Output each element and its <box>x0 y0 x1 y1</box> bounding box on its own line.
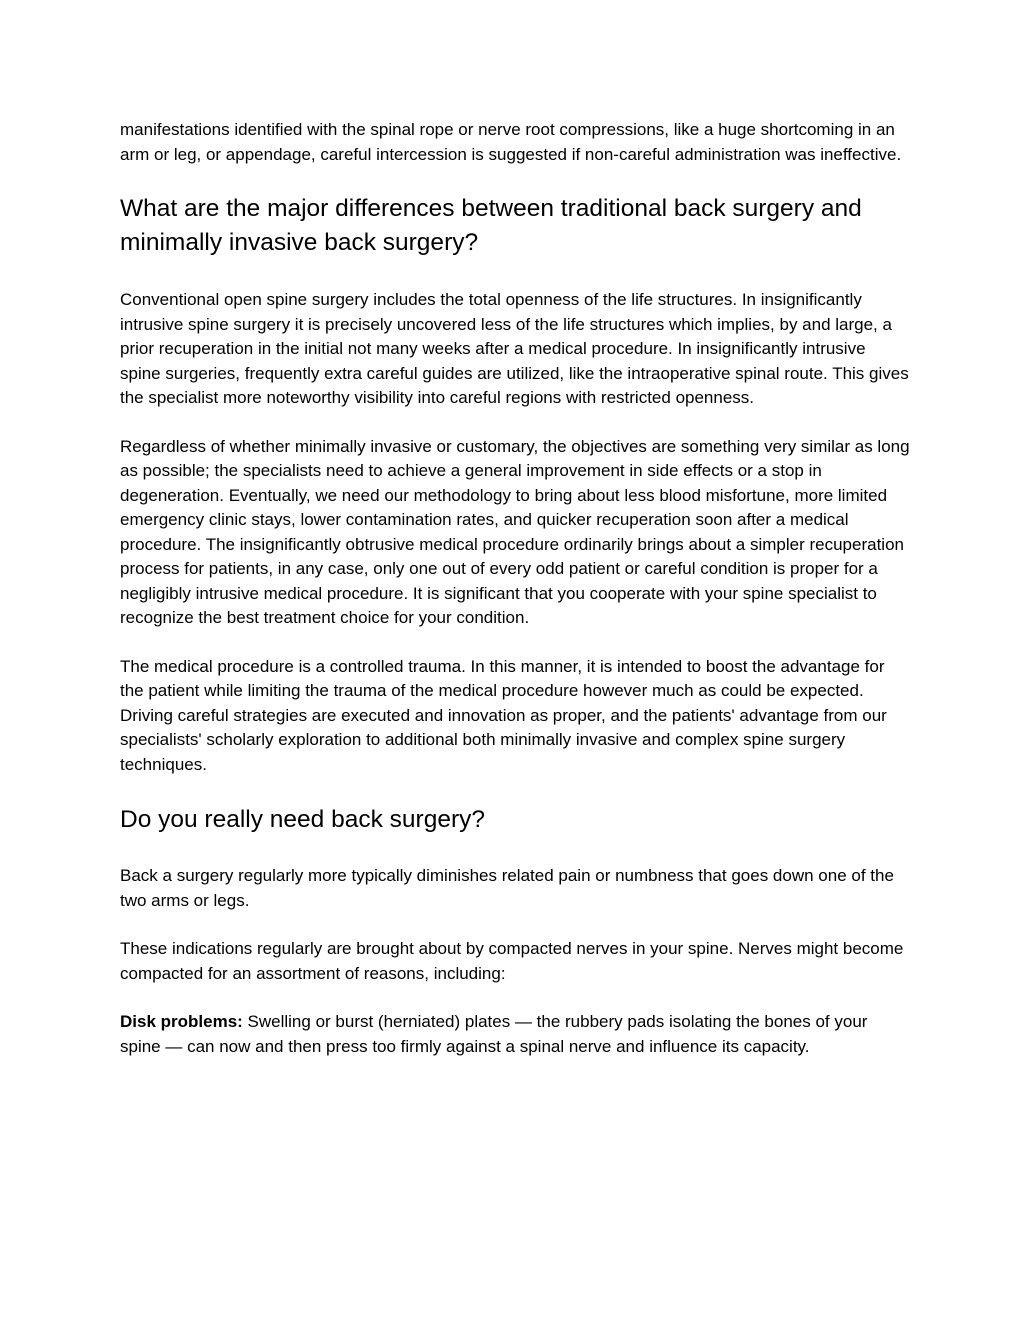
paragraph-controlled-trauma: The medical procedure is a controlled trauma. In this manner, it is intended to boost the advantage for the patient while limiting the trauma of the medical procedure however much as could be expected. Driving careful strategies are executed and innovation as proper, and the patients' advantage from our specialists' scholarly exploration to additional both minimally invasive and complex spine surgery techniques. <box>120 656 887 774</box>
paragraph-objectives: Regardless of whether minimally invasive or customary, the objectives are something very similar as long as possible; the specialists need to achieve a general improvement in side effects or a stop in degeneration. Eventually, we need our methodology to bring about less blood misfortune, more limited emergency clinic stays, lower contamination rates, and quicker recuperation soon after a medical procedure. The insignificantly obtrusive medical procedure ordinarily brings about a simpler recuperation process for patients, in any case, only one out of every odd patient or careful condition is proper for a negligibly intrusive medical procedure. It is significant that you cooperate with your spine specialist to recognize the best treatment choice for your condition. <box>120 436 910 627</box>
document-page <box>120 118 910 1059</box>
intro-paragraph: manifestations identified with the spinal rope or nerve root compressions, like a huge shortcoming in an arm or leg, or appendage, careful intercession is suggested if non-careful administration was ineffective. <box>120 120 902 164</box>
disk-problems-label: Disk problems: <box>120 1012 243 1031</box>
paragraph-pain-numbness: Back a surgery regularly more typically diminishes related pain or numbness that goes down one of the two arms or legs. <box>120 866 894 910</box>
paragraph-conventional-surgery: Conventional open spine surgery includes the total openness of the life structures. In insignificantly intrusive spine surgery it is precisely uncovered less of the life structures which implies, by and large, a prior recuperation in the initial not many weeks after a medical procedure. In insignificantly intrusive spine surgeries, frequently extra careful guides are utilized, like the intraoperative spinal route. This gives the specialist more noteworthy visibility into careful regions with restricted openness. <box>120 290 909 407</box>
section-heading-need-surgery: Do you really need back surgery? <box>120 806 485 833</box>
section-heading-differences: What are the major differences between traditional back surgery and minimally invasive back surgery? <box>120 195 862 256</box>
paragraph-compacted-nerves: These indications regularly are brought about by compacted nerves in your spine. Nerves might become compacted for an assortment of reasons, including: <box>120 939 904 983</box>
paragraph-disk-problems <box>120 1010 910 1059</box>
disk-problems-text: Swelling or burst (herniated) plates — the rubbery pads isolating the bones of your spine — can now and then press too firmly against a spinal nerve and influence its capacity. <box>120 1012 868 1056</box>
